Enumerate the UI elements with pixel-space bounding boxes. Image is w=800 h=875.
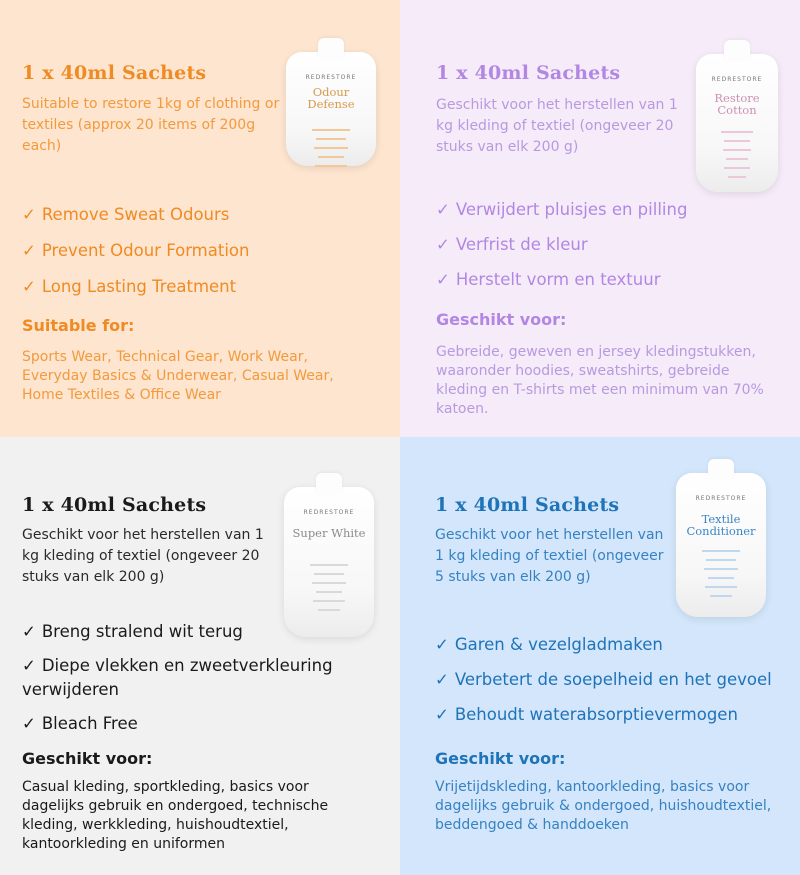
sachet-brand: REDRESTORE (305, 74, 357, 81)
panel-restore-cotton (400, 0, 800, 437)
benefit-list (435, 633, 772, 738)
sachet-brand: REDRESTORE (303, 509, 355, 516)
panel-title: 1 x 40ml Sachets (436, 62, 621, 84)
checkmark-icon: ✓ (22, 241, 36, 260)
benefit-list (22, 620, 362, 746)
sachet-name: Odour Defense (307, 85, 355, 111)
benefit-item: ✓ Behoudt waterabsorptievermogen (435, 703, 772, 727)
panel-title: 1 x 40ml Sachets (22, 62, 207, 84)
panel-title: 1 x 40ml Sachets (22, 494, 207, 516)
sachet-brand: REDRESTORE (695, 495, 747, 502)
panel-super-white (0, 437, 400, 875)
checkmark-icon: ✓ (436, 200, 450, 219)
benefit-item: ✓ Breng stralend wit terug (22, 620, 362, 644)
checkmark-icon: ✓ (435, 705, 449, 724)
sachet-name: Restore Cotton (714, 91, 760, 117)
suitable-text: Gebreide, geweven en jersey kledingstukken, waaronder hoodies, sweatshirts, gebreide kleding en T-shirts met een minimum van 70% katoen. (436, 344, 764, 417)
checkmark-icon: ✓ (22, 622, 36, 641)
sachet-label-lines (714, 124, 760, 185)
panel-odour-defense (0, 0, 400, 437)
sachet-label-lines (694, 543, 748, 604)
sachet-name: Super White (292, 526, 366, 540)
benefit-item: ✓ Long Lasting Treatment (22, 275, 249, 299)
panel-title: 1 x 40ml Sachets (435, 494, 620, 516)
suitable-label: Suitable for: (22, 316, 135, 335)
checkmark-icon: ✓ (22, 205, 36, 224)
sachet-image (676, 473, 766, 617)
panel-description: Geschikt voor het herstellen van 1 kg kleding of textiel (ongeveer 5 stuks van elk 200 g) (435, 527, 664, 585)
checkmark-icon: ✓ (435, 635, 449, 654)
panel-textile-conditioner (400, 437, 800, 875)
checkmark-icon: ✓ (22, 656, 36, 675)
checkmark-icon: ✓ (436, 235, 450, 254)
sachet-image (284, 487, 374, 637)
checkmark-icon: ✓ (435, 670, 449, 689)
benefit-item: ✓ Garen & vezelgladmaken (435, 633, 772, 657)
suitable-label: Geschikt voor: (22, 749, 153, 768)
panel-description: Geschikt voor het herstellen van 1 kg kleding of textiel (ongeveer 20 stuks van elk 200 g) (436, 97, 678, 155)
panel-description: Geschikt voor het herstellen van 1 kg kleding of textiel (ongeveer 20 stuks van elk 200 g) (22, 527, 264, 585)
sachet-label-lines (304, 122, 358, 174)
sachet-name: Textile Conditioner (686, 512, 756, 538)
sachet-image (286, 52, 376, 166)
benefit-item: ✓ Herstelt vorm en textuur (436, 268, 687, 292)
suitable-text: Casual kleding, sportkleding, basics voor dagelijks gebruik en ondergoed, technische kleding, werkkleding, huishoudtextiel, kantoorkleding en uniformen (22, 779, 329, 852)
benefit-item: ✓ Prevent Odour Formation (22, 239, 249, 263)
sachet-spout (318, 38, 344, 58)
sachet-spout (316, 473, 342, 493)
benefit-item: ✓ Verbetert de soepelheid en het gevoel (435, 668, 772, 692)
suitable-text: Vrijetijdskleding, kantoorkleding, basics voor dagelijks gebruik & ondergoed, huishoudtextiel, beddengoed & handdoeken (435, 779, 772, 833)
benefit-item: ✓ Bleach Free (22, 712, 362, 736)
checkmark-icon: ✓ (22, 277, 36, 296)
sachet-image (696, 54, 778, 192)
benefit-list (436, 198, 687, 303)
benefit-item: ✓ Diepe vlekken en zweetverkleuring verwijderen (22, 656, 333, 699)
sachet-spout (724, 40, 750, 60)
checkmark-icon: ✓ (22, 714, 36, 733)
benefit-item: ✓ Verfrist de kleur (436, 233, 687, 257)
sachet-label-lines (302, 557, 356, 618)
benefit-list (22, 203, 249, 311)
suitable-text: Sports Wear, Technical Gear, Work Wear, Everyday Basics & Underwear, Casual Wear, Home Textiles & Office Wear (22, 349, 334, 403)
suitable-label: Geschikt voor: (436, 310, 567, 329)
benefit-item: ✓ Verwijdert pluisjes en pilling (436, 198, 687, 222)
checkmark-icon: ✓ (436, 270, 450, 289)
sachet-brand: REDRESTORE (711, 76, 763, 83)
suitable-label: Geschikt voor: (435, 749, 566, 768)
panel-description: Suitable to restore 1kg of clothing or textiles (approx 20 items of 200g each) (22, 96, 280, 154)
sachet-spout (708, 459, 734, 479)
benefit-item: ✓ Remove Sweat Odours (22, 203, 249, 227)
